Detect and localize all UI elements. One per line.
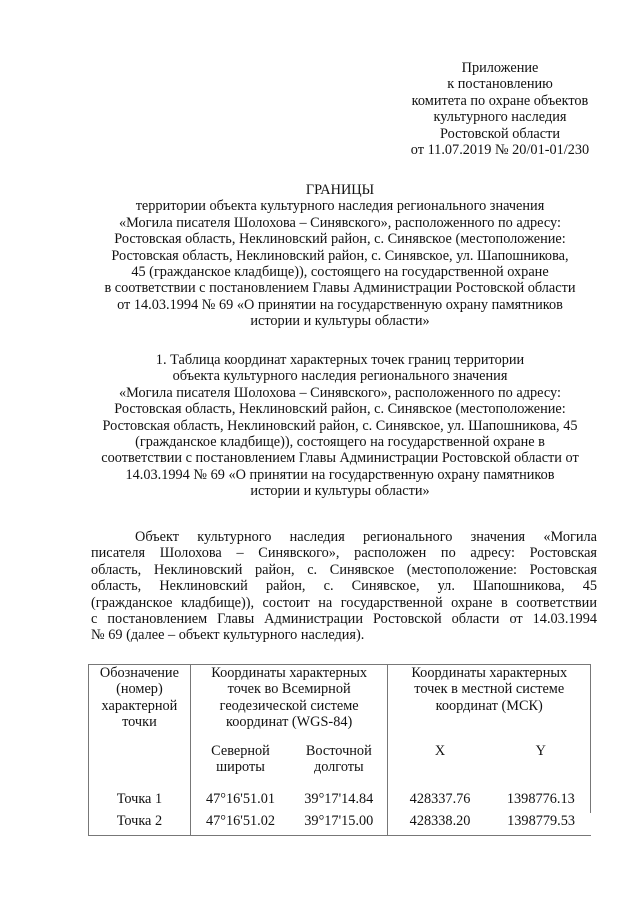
- cell-north: 47°16'51.01: [190, 791, 290, 813]
- section-line: (гражданское кладбище)), состоящего на государственной охране в: [135, 434, 545, 451]
- cell-x: 428338.20: [388, 813, 492, 836]
- cell-y: 1398776.13: [492, 791, 591, 813]
- cell-point: Точка 1: [89, 791, 191, 813]
- appendix-line: культурного наследия: [433, 109, 567, 126]
- paragraph-line: Объект культурного наследия регионального значения «Могила: [135, 529, 597, 545]
- header-msk: Координаты характерных точек в местной системе координат (МСК): [388, 665, 591, 744]
- paragraph-line: писателя Шолохова – Синявского», расположен по адресу: Ростовская: [91, 545, 597, 562]
- header-east-longitude: Восточной долготы: [305, 743, 372, 776]
- cell-x: 428337.76: [388, 791, 492, 813]
- paragraph-line: область, Неклиновский район, с. Синявское (местоположение: Ростовская: [91, 561, 597, 578]
- cell-east: 39°17'14.84: [304, 791, 374, 807]
- appendix-line: Приложение: [461, 60, 539, 76]
- appendix-line: Ростовской области: [439, 125, 561, 142]
- cell-north: 47°16'51.02: [190, 813, 290, 836]
- section-line: «Могила писателя Шолохова – Синявского», расположенного по адресу:: [119, 384, 561, 401]
- appendix-line: от 11.07.2019 № 20/01-01/230: [410, 142, 590, 159]
- paragraph-line: № 69 (далее – объект культурного наследия).: [91, 627, 365, 644]
- section-line: Ростовская область, Неклиновский район, с. Синявское (местоположение:: [114, 401, 566, 418]
- header-point-designation: Обозначение (номер) характерной точки: [89, 665, 191, 792]
- appendix-block: [390, 60, 610, 158]
- heading-line: «Могила писателя Шолохова – Синявского», расположенного по адресу:: [119, 214, 561, 231]
- heading-line: Ростовская область, Неклиновский район, с. Синявское, ул. Шапошникова,: [111, 247, 569, 264]
- section-line: истории и культуры области»: [250, 483, 430, 500]
- header-y: Y: [492, 743, 591, 791]
- heading-line: истории и культуры области»: [250, 313, 430, 330]
- section-line: Ростовская область, Неклиновский район, с. Синявское, ул. Шапошникова, 45: [102, 417, 578, 434]
- section-line: объекта культурного наследия регионального значения: [172, 368, 508, 385]
- section-1-heading: [70, 352, 610, 500]
- document-heading: [80, 182, 600, 330]
- heading-line: территории объекта культурного наследия регионального значения: [135, 198, 545, 215]
- paragraph-line: (гражданское кладбище)), состоит на государственной охране в соответствии: [91, 594, 597, 611]
- header-x: X: [388, 743, 492, 791]
- cell-point: Точка 2: [89, 813, 191, 836]
- heading-line: от 14.03.1994 № 69 «О принятии на государственную охрану памятников: [117, 296, 563, 313]
- heading-line: в соответствии с постановлением Главы Администрации Ростовской области: [104, 280, 576, 297]
- appendix-line: комитета по охране объектов: [411, 92, 589, 109]
- paragraph-line: область, Неклиновский район, с. Синявское, ул. Шапошникова, 45: [91, 578, 597, 595]
- body-paragraph: [91, 529, 597, 644]
- cell-y: 1398779.53: [492, 813, 591, 836]
- header-north-latitude: Северной широты: [190, 743, 290, 791]
- heading-line: 45 (гражданское кладбище)), состоящего на государственной охране: [131, 264, 549, 281]
- cell-east: 39°17'15.00: [290, 813, 388, 836]
- appendix-line: к постановлению: [447, 76, 553, 93]
- coordinates-table: [88, 664, 591, 836]
- section-line: соответствии с постановлением Главы Администрации Ростовской области от: [101, 450, 579, 467]
- section-line: 1. Таблица координат характерных точек границ территории: [155, 352, 525, 368]
- section-line: 14.03.1994 № 69 «О принятии на государственную охрану памятников: [125, 466, 555, 483]
- document-title: ГРАНИЦЫ: [305, 182, 375, 198]
- paragraph-line: с постановлением Главы Администрации Ростовской области от 14.03.1994: [91, 611, 597, 628]
- heading-line: Ростовская область, Неклиновский район, с. Синявское (местоположение:: [114, 231, 566, 248]
- table-row: [89, 791, 591, 813]
- table-row: [89, 813, 591, 836]
- header-wgs84: Координаты характерных точек во Всемирной геодезической системе координат (WGS-84): [190, 665, 388, 744]
